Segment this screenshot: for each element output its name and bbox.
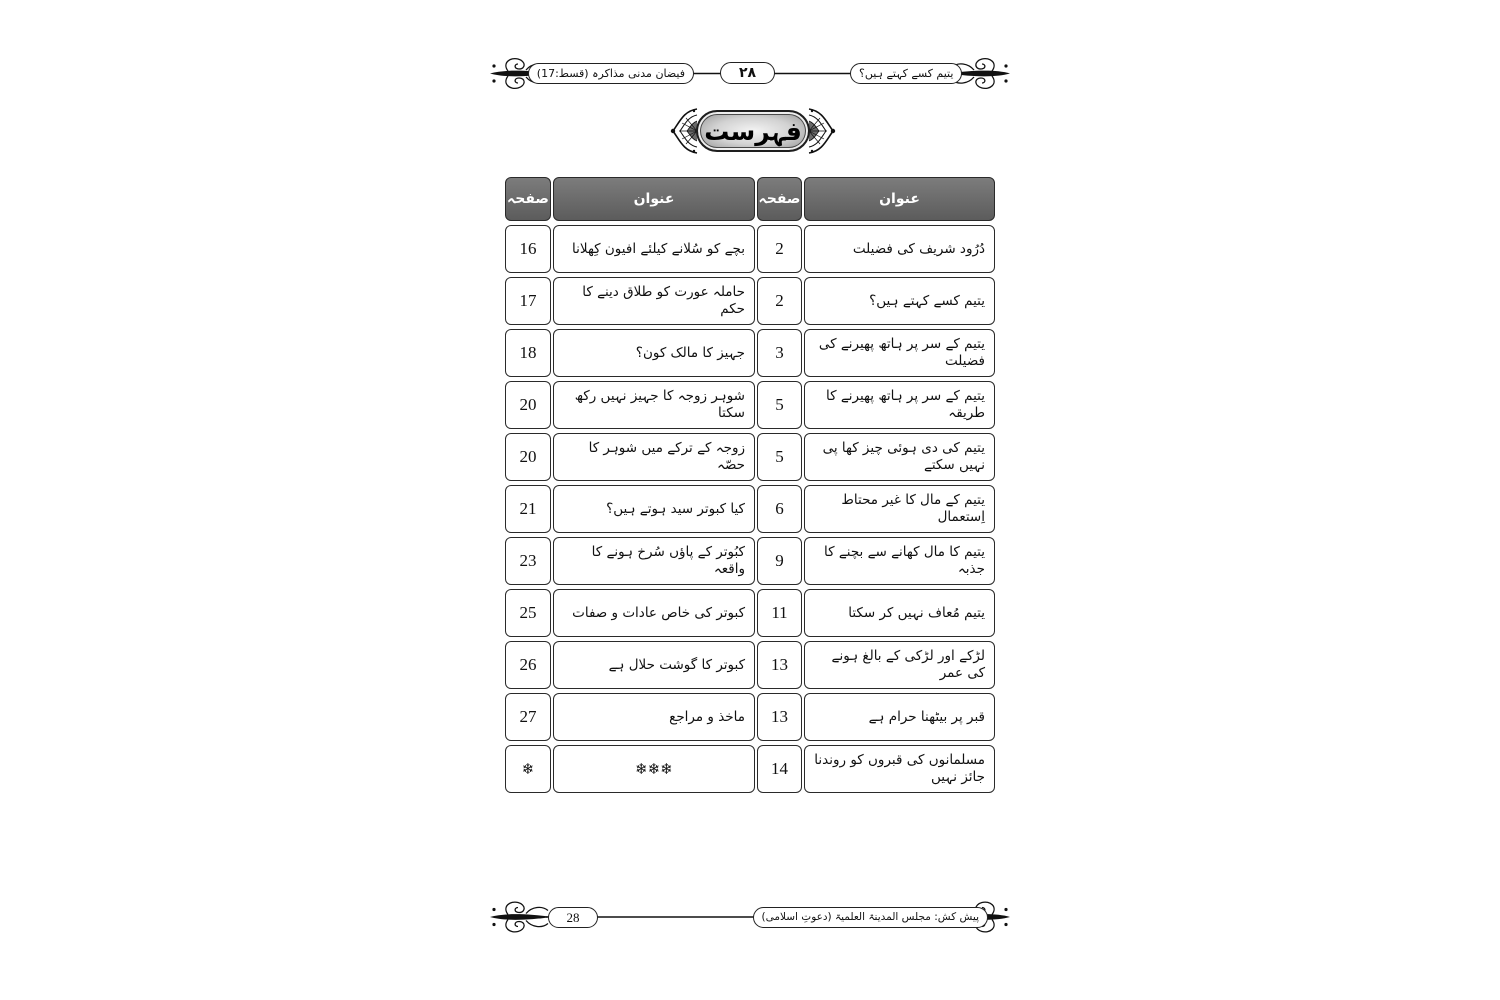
right-topic: لڑکے اور لڑکی کے بالغ ہونے کی عمر	[804, 641, 995, 689]
right-page-number: 11	[757, 589, 802, 637]
left-topic: حاملہ عورت کو طلاق دینے کا حکم	[553, 277, 755, 325]
left-page-number: 23	[505, 537, 551, 585]
left-topic-ornament: ❄❄❄	[553, 745, 755, 793]
right-topic: دُرُود شریف کی فضیلت	[804, 225, 995, 273]
header-book-title: فیضان مدنی مذاکرہ (قسط:17)	[528, 63, 694, 84]
left-topic: ماخذ و مراجع	[553, 693, 755, 741]
toc-header-page-right: صفحہ	[757, 177, 802, 221]
left-topic: کبوتر کا گوشت حلال ہے	[553, 641, 755, 689]
right-page-number: 13	[757, 641, 802, 689]
left-topic: کیا کبوتر سید ہوتے ہیں؟	[553, 485, 755, 533]
left-topic: شوہر زوجہ کا جہیز نہیں رکھ سکتا	[553, 381, 755, 429]
left-page-number: 21	[505, 485, 551, 533]
header-chapter-title: یتیم کسے کہتے ہیں؟	[850, 63, 962, 84]
right-page-number: 14	[757, 745, 802, 793]
right-topic: یتیم کا مال کھانے سے بچنے کا جذبہ	[804, 537, 995, 585]
right-page-number: 2	[757, 277, 802, 325]
left-page-number: 18	[505, 329, 551, 377]
left-page-number: 25	[505, 589, 551, 637]
right-page-number: 6	[757, 485, 802, 533]
left-topic: کبوتر کی خاص عادات و صفات	[553, 589, 755, 637]
toc-header-topic-right: عنوان	[804, 177, 995, 221]
left-page-number: 16	[505, 225, 551, 273]
left-topic: زوجہ کے ترکے میں شوہر کا حصّہ	[553, 433, 755, 481]
right-topic: قبر پر بیٹھنا حرام ہے	[804, 693, 995, 741]
right-page-number: 13	[757, 693, 802, 741]
right-topic: یتیم مُعاف نہیں کر سکتا	[804, 589, 995, 637]
right-page-number: 5	[757, 433, 802, 481]
toc-header-topic-left: عنوان	[553, 177, 755, 221]
right-page-number: 2	[757, 225, 802, 273]
right-page-number: 5	[757, 381, 802, 429]
left-page-number: 20	[505, 433, 551, 481]
left-page-number: 20	[505, 381, 551, 429]
footer-flourish-left-icon	[490, 902, 552, 932]
left-topic: کبُوتر کے پاؤں سُرخ ہونے کا واقعہ	[553, 537, 755, 585]
right-page-number: 3	[757, 329, 802, 377]
left-page-number: 17	[505, 277, 551, 325]
left-page-number: 27	[505, 693, 551, 741]
right-topic: یتیم کے سر پر ہاتھ پھیرنے کا طریقہ	[804, 381, 995, 429]
toc-header-page-left: صفحہ	[505, 177, 551, 221]
title-cap-right-icon	[809, 109, 835, 153]
left-page-ornament: ❄	[505, 745, 551, 793]
right-topic: مسلمانوں کی قبروں کو روندنا جائز نہیں	[804, 745, 995, 793]
left-topic: جہیز کا مالک کون؟	[553, 329, 755, 377]
title-cap-left-icon	[671, 109, 697, 153]
footer-publisher: پیش کش: مجلس المدینۃ العلمیۃ (دعوتِ اسلامی)	[753, 907, 988, 928]
right-topic: یتیم کی دی ہوئی چیز کھا پی نہیں سکتے	[804, 433, 995, 481]
page-title: فہرست	[696, 110, 810, 152]
footer-page-number: 28	[548, 907, 598, 928]
right-topic: یتیم کے سر پر ہاتھ پھیرنے کی فضیلت	[804, 329, 995, 377]
right-page-number: 9	[757, 537, 802, 585]
right-topic: یتیم کے مال کا غیر محتاط اِستعمال	[804, 485, 995, 533]
right-topic: یتیم کسے کہتے ہیں؟	[804, 277, 995, 325]
header-page-number: ۲۸	[720, 62, 775, 84]
left-topic: بچے کو سُلانے کیلئے افیون کِھلانا	[553, 225, 755, 273]
left-page-number: 26	[505, 641, 551, 689]
toc-table	[505, 177, 995, 793]
